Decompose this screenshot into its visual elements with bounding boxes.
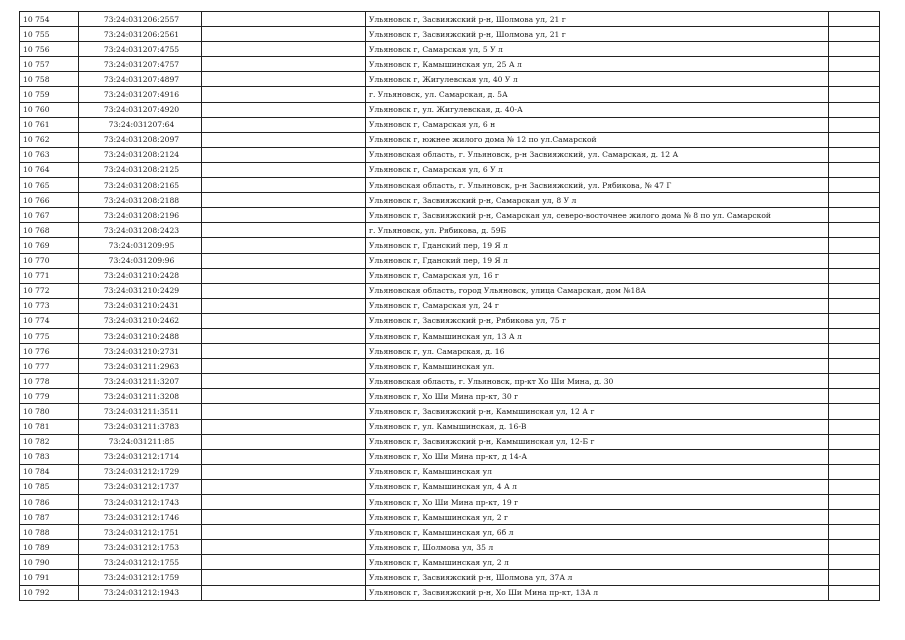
cadastral-number-cell: 73:24:031207:4897 bbox=[79, 72, 202, 87]
address-cell: Ульяновск г, Самарская ул, 6 н bbox=[366, 117, 829, 132]
address-cell: Ульяновск г, Камышинская ул bbox=[366, 464, 829, 479]
cadastral-number-cell: 73:24:031211:85 bbox=[79, 434, 202, 449]
row-number-cell: 10 765 bbox=[20, 178, 79, 193]
address-cell: Ульяновск г, Самарская ул, 5 У л bbox=[366, 42, 829, 57]
property-register-table bbox=[19, 11, 880, 601]
address-cell: Ульяновск г, Камышинская ул. bbox=[366, 359, 829, 374]
table-row bbox=[20, 178, 880, 193]
empty-cell bbox=[829, 313, 880, 328]
table-row bbox=[20, 419, 880, 434]
address-cell: Ульяновск г, Камышинская ул, 13 А л bbox=[366, 328, 829, 343]
empty-cell bbox=[829, 419, 880, 434]
row-number-cell: 10 788 bbox=[20, 525, 79, 540]
document-page bbox=[19, 11, 880, 601]
empty-cell bbox=[202, 555, 366, 570]
empty-cell bbox=[202, 87, 366, 102]
empty-cell bbox=[202, 570, 366, 585]
table-row bbox=[20, 223, 880, 238]
table-row bbox=[20, 359, 880, 374]
address-cell: Ульяновск г, Засвияжский р-н, Шолмова ул, 21 г bbox=[366, 12, 829, 27]
row-number-cell: 10 784 bbox=[20, 464, 79, 479]
cadastral-number-cell: 73:24:031208:2125 bbox=[79, 162, 202, 177]
empty-cell bbox=[202, 238, 366, 253]
row-number-cell: 10 767 bbox=[20, 208, 79, 223]
row-number-cell: 10 762 bbox=[20, 132, 79, 147]
address-cell: Ульяновск г, Засвияжский р-н, Самарская ул, северо-восточнее жилого дома № 8 по ул. Самарской bbox=[366, 208, 829, 223]
row-number-cell: 10 785 bbox=[20, 479, 79, 494]
address-cell: Ульяновск г, Жигулевская ул, 40 У л bbox=[366, 72, 829, 87]
empty-cell bbox=[829, 147, 880, 162]
empty-cell bbox=[202, 268, 366, 283]
cadastral-number-cell: 73:24:031211:3208 bbox=[79, 389, 202, 404]
empty-cell bbox=[202, 510, 366, 525]
address-cell: Ульяновск г, Хо Ши Мина пр-кт, 30 г bbox=[366, 389, 829, 404]
table-row bbox=[20, 495, 880, 510]
cadastral-number-cell: 73:24:031209:96 bbox=[79, 253, 202, 268]
empty-cell bbox=[829, 540, 880, 555]
table-row bbox=[20, 147, 880, 162]
table-row bbox=[20, 268, 880, 283]
cadastral-number-cell: 73:24:031211:3783 bbox=[79, 419, 202, 434]
cadastral-number-cell: 73:24:031207:4757 bbox=[79, 57, 202, 72]
table-row bbox=[20, 555, 880, 570]
table-row bbox=[20, 102, 880, 117]
empty-cell bbox=[202, 253, 366, 268]
cadastral-number-cell: 73:24:031210:2488 bbox=[79, 328, 202, 343]
empty-cell bbox=[202, 434, 366, 449]
row-number-cell: 10 777 bbox=[20, 359, 79, 374]
address-cell: Ульяновск г, ул. Камышинская, д. 16-В bbox=[366, 419, 829, 434]
address-cell: Ульяновск г, Засвияжский р-н, Рябикова ул, 75 г bbox=[366, 313, 829, 328]
empty-cell bbox=[829, 389, 880, 404]
address-cell: Ульяновск г, Засвияжский р-н, Камышинская ул, 12 А г bbox=[366, 404, 829, 419]
row-number-cell: 10 789 bbox=[20, 540, 79, 555]
address-cell: г. Ульяновск, ул. Самарская, д. 5А bbox=[366, 87, 829, 102]
empty-cell bbox=[202, 540, 366, 555]
empty-cell bbox=[829, 223, 880, 238]
row-number-cell: 10 786 bbox=[20, 495, 79, 510]
row-number-cell: 10 778 bbox=[20, 374, 79, 389]
address-cell: Ульяновская область, город Ульяновск, улица Самарская, дом №18А bbox=[366, 283, 829, 298]
cadastral-number-cell: 73:24:031212:1737 bbox=[79, 479, 202, 494]
table-body bbox=[20, 12, 880, 601]
empty-cell bbox=[202, 223, 366, 238]
row-number-cell: 10 773 bbox=[20, 298, 79, 313]
table-row bbox=[20, 328, 880, 343]
row-number-cell: 10 759 bbox=[20, 87, 79, 102]
address-cell: Ульяновск г, Гданский пер, 19 Я л bbox=[366, 253, 829, 268]
cadastral-number-cell: 73:24:031207:4920 bbox=[79, 102, 202, 117]
row-number-cell: 10 791 bbox=[20, 570, 79, 585]
address-cell: Ульяновск г, Засвияжский р-н, Самарская ул, 8 У л bbox=[366, 193, 829, 208]
address-cell: Ульяновск г, ул. Самарская, д. 16 bbox=[366, 344, 829, 359]
empty-cell bbox=[202, 585, 366, 600]
address-cell: Ульяновск г, Хо Ши Мина пр-кт, 19 г bbox=[366, 495, 829, 510]
empty-cell bbox=[202, 42, 366, 57]
cadastral-number-cell: 73:24:031208:2097 bbox=[79, 132, 202, 147]
empty-cell bbox=[829, 253, 880, 268]
row-number-cell: 10 782 bbox=[20, 434, 79, 449]
empty-cell bbox=[202, 193, 366, 208]
row-number-cell: 10 776 bbox=[20, 344, 79, 359]
empty-cell bbox=[829, 479, 880, 494]
empty-cell bbox=[202, 27, 366, 42]
row-number-cell: 10 790 bbox=[20, 555, 79, 570]
empty-cell bbox=[202, 344, 366, 359]
cadastral-number-cell: 73:24:031211:3207 bbox=[79, 374, 202, 389]
empty-cell bbox=[202, 328, 366, 343]
table-row bbox=[20, 540, 880, 555]
empty-cell bbox=[829, 374, 880, 389]
empty-cell bbox=[202, 419, 366, 434]
empty-cell bbox=[202, 313, 366, 328]
row-number-cell: 10 755 bbox=[20, 27, 79, 42]
empty-cell bbox=[829, 570, 880, 585]
cadastral-number-cell: 73:24:031212:1751 bbox=[79, 525, 202, 540]
empty-cell bbox=[829, 510, 880, 525]
table-row bbox=[20, 374, 880, 389]
cadastral-number-cell: 73:24:031212:1759 bbox=[79, 570, 202, 585]
empty-cell bbox=[829, 525, 880, 540]
cadastral-number-cell: 73:24:031208:2423 bbox=[79, 223, 202, 238]
row-number-cell: 10 761 bbox=[20, 117, 79, 132]
row-number-cell: 10 766 bbox=[20, 193, 79, 208]
table-row bbox=[20, 87, 880, 102]
cadastral-number-cell: 73:24:031206:2557 bbox=[79, 12, 202, 27]
empty-cell bbox=[202, 102, 366, 117]
address-cell: Ульяновск г, Самарская ул, 6 У л bbox=[366, 162, 829, 177]
row-number-cell: 10 756 bbox=[20, 42, 79, 57]
empty-cell bbox=[202, 72, 366, 87]
empty-cell bbox=[829, 117, 880, 132]
empty-cell bbox=[202, 525, 366, 540]
table-row bbox=[20, 238, 880, 253]
empty-cell bbox=[829, 404, 880, 419]
table-row bbox=[20, 12, 880, 27]
cadastral-number-cell: 73:24:031207:64 bbox=[79, 117, 202, 132]
empty-cell bbox=[202, 12, 366, 27]
row-number-cell: 10 771 bbox=[20, 268, 79, 283]
address-cell: Ульяновск г, Камышинская ул, 2 г bbox=[366, 510, 829, 525]
cadastral-number-cell: 73:24:031212:1755 bbox=[79, 555, 202, 570]
row-number-cell: 10 787 bbox=[20, 510, 79, 525]
empty-cell bbox=[829, 359, 880, 374]
cadastral-number-cell: 73:24:031212:1943 bbox=[79, 585, 202, 600]
cadastral-number-cell: 73:24:031206:2561 bbox=[79, 27, 202, 42]
address-cell: Ульяновская область, г. Ульяновск, р-н Засвияжский, ул. Самарская, д. 12 А bbox=[366, 147, 829, 162]
address-cell: Ульяновск г, Засвияжский р-н, Шолмова ул, 37А л bbox=[366, 570, 829, 585]
row-number-cell: 10 780 bbox=[20, 404, 79, 419]
table-row bbox=[20, 208, 880, 223]
empty-cell bbox=[829, 449, 880, 464]
address-cell: г. Ульяновск, ул. Рябикова, д. 59Б bbox=[366, 223, 829, 238]
table-row bbox=[20, 27, 880, 42]
cadastral-number-cell: 73:24:031207:4916 bbox=[79, 87, 202, 102]
address-cell: Ульяновск г, Засвияжский р-н, Хо Ши Мина пр-кт, 13А л bbox=[366, 585, 829, 600]
empty-cell bbox=[202, 479, 366, 494]
address-cell: Ульяновск г, Гданский пер, 19 Я л bbox=[366, 238, 829, 253]
table-row bbox=[20, 132, 880, 147]
row-number-cell: 10 754 bbox=[20, 12, 79, 27]
cadastral-number-cell: 73:24:031212:1746 bbox=[79, 510, 202, 525]
cadastral-number-cell: 73:24:031209:95 bbox=[79, 238, 202, 253]
empty-cell bbox=[829, 495, 880, 510]
table-row bbox=[20, 42, 880, 57]
table-row bbox=[20, 585, 880, 600]
address-cell: Ульяновская область, г. Ульяновск, р-н Засвияжский, ул. Рябикова, № 47 Г bbox=[366, 178, 829, 193]
empty-cell bbox=[829, 12, 880, 27]
empty-cell bbox=[202, 178, 366, 193]
empty-cell bbox=[202, 117, 366, 132]
empty-cell bbox=[829, 57, 880, 72]
table-row bbox=[20, 283, 880, 298]
empty-cell bbox=[202, 404, 366, 419]
cadastral-number-cell: 73:24:031210:2431 bbox=[79, 298, 202, 313]
empty-cell bbox=[829, 193, 880, 208]
address-cell: Ульяновская область, г. Ульяновск, пр-кт Хо Ши Мина, д. 30 bbox=[366, 374, 829, 389]
table-row bbox=[20, 464, 880, 479]
empty-cell bbox=[202, 464, 366, 479]
empty-cell bbox=[829, 555, 880, 570]
table-row bbox=[20, 57, 880, 72]
row-number-cell: 10 769 bbox=[20, 238, 79, 253]
cadastral-number-cell: 73:24:031210:2731 bbox=[79, 344, 202, 359]
empty-cell bbox=[202, 208, 366, 223]
address-cell: Ульяновск г, Камышинская ул, 2 л bbox=[366, 555, 829, 570]
table-row bbox=[20, 479, 880, 494]
address-cell: Ульяновск г, Засвияжский р-н, Камышинская ул, 12-Б г bbox=[366, 434, 829, 449]
empty-cell bbox=[829, 208, 880, 223]
empty-cell bbox=[202, 449, 366, 464]
table-row bbox=[20, 253, 880, 268]
empty-cell bbox=[829, 162, 880, 177]
empty-cell bbox=[829, 87, 880, 102]
cadastral-number-cell: 73:24:031208:2124 bbox=[79, 147, 202, 162]
empty-cell bbox=[202, 495, 366, 510]
table-row bbox=[20, 117, 880, 132]
empty-cell bbox=[202, 298, 366, 313]
address-cell: Ульяновск г, Шолмова ул, 35 л bbox=[366, 540, 829, 555]
empty-cell bbox=[829, 268, 880, 283]
table-row bbox=[20, 72, 880, 87]
row-number-cell: 10 781 bbox=[20, 419, 79, 434]
address-cell: Ульяновск г, Камышинская ул, 25 А л bbox=[366, 57, 829, 72]
empty-cell bbox=[829, 102, 880, 117]
empty-cell bbox=[829, 464, 880, 479]
address-cell: Ульяновск г, Камышинская ул, 6б л bbox=[366, 525, 829, 540]
row-number-cell: 10 770 bbox=[20, 253, 79, 268]
table-row bbox=[20, 449, 880, 464]
empty-cell bbox=[829, 434, 880, 449]
cadastral-number-cell: 73:24:031212:1743 bbox=[79, 495, 202, 510]
cadastral-number-cell: 73:24:031211:3511 bbox=[79, 404, 202, 419]
cadastral-number-cell: 73:24:031210:2462 bbox=[79, 313, 202, 328]
table-row bbox=[20, 389, 880, 404]
cadastral-number-cell: 73:24:031212:1753 bbox=[79, 540, 202, 555]
address-cell: Ульяновск г, Самарская ул, 16 г bbox=[366, 268, 829, 283]
empty-cell bbox=[202, 132, 366, 147]
row-number-cell: 10 763 bbox=[20, 147, 79, 162]
table-row bbox=[20, 525, 880, 540]
empty-cell bbox=[829, 72, 880, 87]
row-number-cell: 10 768 bbox=[20, 223, 79, 238]
address-cell: Ульяновск г, южнее жилого дома № 12 по ул.Самарской bbox=[366, 132, 829, 147]
empty-cell bbox=[202, 162, 366, 177]
row-number-cell: 10 779 bbox=[20, 389, 79, 404]
row-number-cell: 10 774 bbox=[20, 313, 79, 328]
empty-cell bbox=[202, 57, 366, 72]
row-number-cell: 10 775 bbox=[20, 328, 79, 343]
empty-cell bbox=[829, 283, 880, 298]
table-row bbox=[20, 510, 880, 525]
table-row bbox=[20, 193, 880, 208]
table-row bbox=[20, 404, 880, 419]
empty-cell bbox=[829, 132, 880, 147]
table-row bbox=[20, 298, 880, 313]
row-number-cell: 10 783 bbox=[20, 449, 79, 464]
empty-cell bbox=[202, 147, 366, 162]
address-cell: Ульяновск г, Камышинская ул, 4 А л bbox=[366, 479, 829, 494]
empty-cell bbox=[829, 298, 880, 313]
cadastral-number-cell: 73:24:031211:2963 bbox=[79, 359, 202, 374]
empty-cell bbox=[829, 178, 880, 193]
row-number-cell: 10 760 bbox=[20, 102, 79, 117]
empty-cell bbox=[829, 238, 880, 253]
empty-cell bbox=[829, 344, 880, 359]
cadastral-number-cell: 73:24:031210:2428 bbox=[79, 268, 202, 283]
cadastral-number-cell: 73:24:031207:4755 bbox=[79, 42, 202, 57]
row-number-cell: 10 764 bbox=[20, 162, 79, 177]
cadastral-number-cell: 73:24:031208:2188 bbox=[79, 193, 202, 208]
address-cell: Ульяновск г, ул. Жигулевская, д. 40-А bbox=[366, 102, 829, 117]
empty-cell bbox=[829, 328, 880, 343]
row-number-cell: 10 772 bbox=[20, 283, 79, 298]
empty-cell bbox=[829, 585, 880, 600]
empty-cell bbox=[202, 389, 366, 404]
empty-cell bbox=[829, 27, 880, 42]
table-row bbox=[20, 344, 880, 359]
cadastral-number-cell: 73:24:031210:2429 bbox=[79, 283, 202, 298]
empty-cell bbox=[829, 42, 880, 57]
empty-cell bbox=[202, 359, 366, 374]
address-cell: Ульяновск г, Самарская ул, 24 г bbox=[366, 298, 829, 313]
table-row bbox=[20, 570, 880, 585]
cadastral-number-cell: 73:24:031208:2196 bbox=[79, 208, 202, 223]
address-cell: Ульяновск г, Засвияжский р-н, Шолмова ул, 21 г bbox=[366, 27, 829, 42]
cadastral-number-cell: 73:24:031212:1714 bbox=[79, 449, 202, 464]
cadastral-number-cell: 73:24:031208:2165 bbox=[79, 178, 202, 193]
empty-cell bbox=[202, 283, 366, 298]
cadastral-number-cell: 73:24:031212:1729 bbox=[79, 464, 202, 479]
address-cell: Ульяновск г, Хо Ши Мина пр-кт, д 14-А bbox=[366, 449, 829, 464]
table-row bbox=[20, 313, 880, 328]
table-row bbox=[20, 162, 880, 177]
table-row bbox=[20, 434, 880, 449]
empty-cell bbox=[202, 374, 366, 389]
row-number-cell: 10 758 bbox=[20, 72, 79, 87]
row-number-cell: 10 792 bbox=[20, 585, 79, 600]
row-number-cell: 10 757 bbox=[20, 57, 79, 72]
